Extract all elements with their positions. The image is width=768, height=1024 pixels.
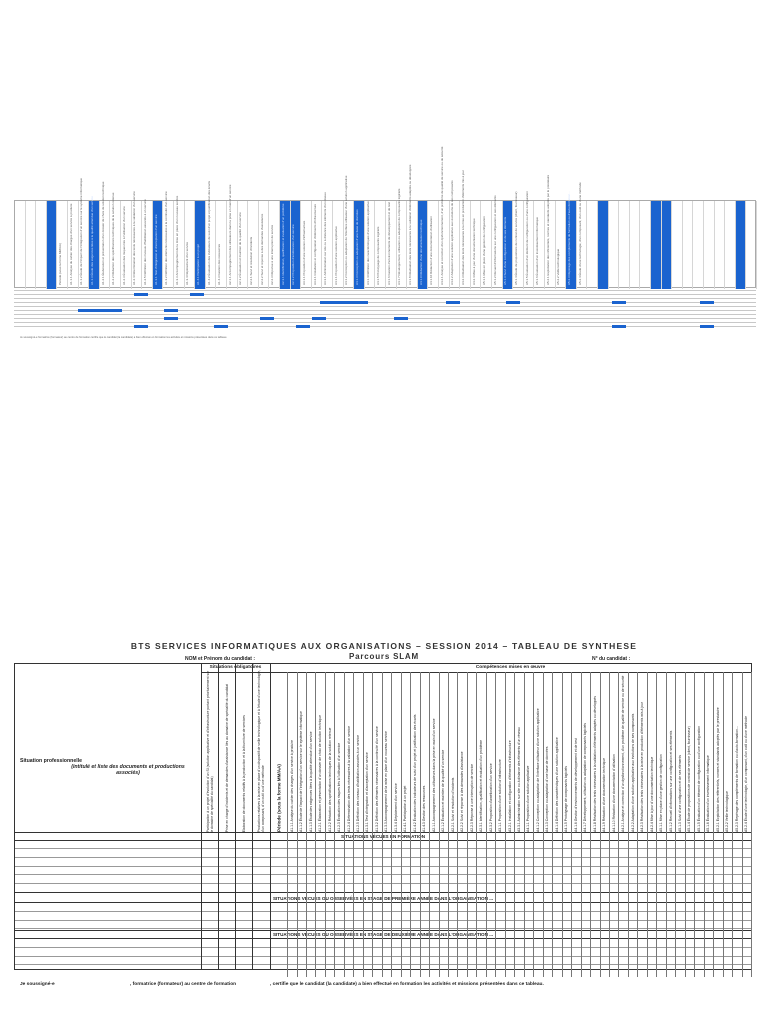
preview-column [174,195,185,289]
candidate-name-label: NOM et Prénom du candidat : [185,656,256,662]
competence-header-text: A4.1.8 Réalisation des tests nécessaires à la validation d'éléments adaptés ou développés [592,696,597,832]
situation-header [235,666,252,832]
competence-header-text: A2.1.2 Évaluation et maintien de la qualité d'un service [441,749,446,832]
preview-column [407,164,418,289]
competence-header [270,668,287,832]
row-line [15,964,751,965]
preview-column [312,201,323,289]
preview-column-text: A5.1.2 Recueil d'informations sur une configuration et ses éléments [492,195,497,285]
preview-column-text: A5.1.4 Étude de propositions de contrat de service (client, fournisseur) [513,191,518,285]
preview-sheet-grid [14,290,756,330]
preview-filled-cell [394,317,408,320]
competence-header [637,674,646,832]
preview-column [524,191,535,289]
situation-header-text: Prise en charge d'incidents et de demandes d'assistance liés au domaine de spécialité du candidat [224,683,229,832]
preview-column-text: A1.4.2 Évaluation des indicateurs de suivi d'un projet et justification des écarts [206,181,211,285]
preview-column [481,201,492,289]
situation-header [218,666,235,832]
band-line [15,892,751,893]
situation-header [252,666,270,832]
competence-header [315,674,324,832]
preview-column-text: A4.1.1 Proposition d'une solution applicative [333,226,338,285]
row-line [15,928,751,929]
column-line [751,672,752,977]
competence-header [325,674,334,832]
competence-header [306,674,315,832]
competence-header-text: A1.2.3 Évaluation des risques liés à l'utilisation d'un service [337,742,342,832]
preview-column [269,201,280,289]
competence-header [685,674,694,832]
competence-header [495,674,504,832]
competence-header [618,674,627,832]
preview-column-text: A1.3.3 Accompagnement de la mise en place d'un nouveau service [174,195,179,285]
preview-column [153,201,164,289]
preview-sheet [14,146,756,342]
preview-column [216,201,227,289]
situation-sub-label: (intitulé et liste des documents et productions associés) [71,764,185,776]
competence-header-text: A1.2.1 Élaboration et présentation d'un dossier de choix de solution technique [318,715,323,832]
preview-column [344,175,355,289]
preview-column [545,174,556,289]
signature-part-2: , formatrice (formateur) au centre de formation [130,982,237,987]
preview-filled-cell [134,325,148,328]
preview-column-text: A3.3.1 Administration sur site ou à distance des éléments d'un réseau [323,192,328,285]
preview-row [14,298,756,301]
header-bottom-line [15,832,751,833]
preview-column [397,188,408,289]
competence-header [457,674,466,832]
preview-row [14,290,756,293]
preview-column [121,201,132,289]
preview-column-text: A5.1.6 Évaluation d'un investissement informatique [535,217,540,285]
preview-filled-cell [164,309,178,312]
competence-header [467,674,476,832]
preview-column-text: A1.2.1 Élaboration et présentation d'un dossier de choix de solution technique [100,181,105,285]
preview-column [322,192,333,289]
competence-header [296,674,305,832]
competence-header-text: A5.1.2 Recueil d'informations sur une configuration et ses éléments [668,730,673,832]
row-line [15,874,751,875]
preview-column-text: A5.2.1 Exploitation des référentiels, normes et standards adoptés par le prestataire [545,174,550,285]
competence-header [382,674,391,832]
row-line [15,911,751,912]
competence-header-text: A1.2.5 Définition des niveaux d'habilitation associés à un service [356,735,361,832]
preview-column-text: A1.2.3 Évaluation des risques liés à l'utilisation d'un service [121,206,126,285]
competence-header-text: A4.2.1 Analyse et correction d'un dysfonctionnement, d'un problème de qualité de service ou de sécurité [621,675,626,832]
competence-header [439,674,448,832]
preview-column [248,201,259,289]
preview-column [566,191,577,289]
competence-header-text: A5.2.1 Exploitation des référentiels, normes et standards adoptés par le prestataire [715,707,720,832]
preview-column-text: A4.2.1 Analyse et correction d'un dysfonctionnement, d'un problème de qualité de service ou de sécurité [439,146,444,285]
competence-header-text: A5.2.3 Repérage des compléments de formation ou d'auto-formation... [734,726,739,832]
preview-column-text: A1.3.2 Définition des éléments nécessaires à la continuité d'un service [164,191,169,285]
competence-header-text: A5.1.3 Suivi d'une configuration et de ses éléments [677,755,682,832]
row-line [15,857,751,858]
row-line [15,920,751,921]
preview-column-text: A1.4.1 Participation à un projet [195,243,200,285]
preview-column [206,181,217,289]
preview-column [640,201,651,289]
preview-row [14,302,756,305]
preview-filled-cell [612,301,626,304]
preview-filled-cell [134,293,148,296]
preview-column [47,201,58,289]
preview-filled-cell [260,317,274,320]
preview-column-text: A2.3.2 Proposition d'amélioration d'un service [291,224,296,285]
competence-header [533,674,542,832]
competence-header-text: A4.2.4 Mise à jour d'une documentation technique [649,756,654,832]
preview-column-text: A2.3.1 Identification, qualification et évaluation d'un problème [280,203,285,285]
preview-column-text: A1.2.2 Rédaction des spécifications techniques de la solution retenue [111,192,116,285]
competence-header-text: A3.3.1 Administration sur site ou à distance des éléments d'un réseau [516,727,521,832]
preview-column-text: A2.1.2 Évaluation et maintien de la qualité d'un service [238,212,243,285]
preview-row [14,314,756,317]
competence-header-text: A4.1.10 Rédaction d'une documentation d'utilisation [611,754,616,832]
preview-column [651,201,662,289]
competence-header [732,674,741,832]
preview-column [100,181,111,289]
preview-filled-cell [190,293,204,296]
preview-column [132,191,143,289]
preview-column-text: A1.1.2 Étude de l'impact de l'intégration d'un service sur le système informatique [79,178,84,285]
preview-column-text: A1.3.4 Déploiement d'un service [185,241,190,285]
competence-header-text: A4.2.3 Réalisation des tests nécessaires à la mise en production d'éléments mis à jour [640,702,645,832]
competence-header [287,674,296,832]
preview-row [14,310,756,313]
preview-column [185,201,196,289]
competence-header-text: A1.1.2 Étude de l'impact de l'intégration d'un service sur le système informatique [299,711,304,832]
competence-header [628,674,637,832]
competence-header-text: Période (sous la forme MM/AA) [276,764,281,832]
preview-column [598,201,609,289]
preview-column [471,201,482,289]
competence-header-text: A4.1.5 Prototypage de composants logiciels [564,766,569,832]
preview-filled-cell [446,301,460,304]
competence-header-text: A5.1.4 Étude de propositions de contrat de service (client, fournisseur) [687,726,692,832]
band-line [15,938,751,939]
preview-row [14,322,756,325]
competence-header-text: A1.4.1 Participation à un projet [403,785,408,832]
competence-header-text: A1.3.2 Définition des éléments nécessaires à la continuité d'un service [374,726,379,832]
competence-header-text: A1.1.3 Étude des exigences liées à la qualité attendue d'un service [308,731,313,832]
preview-column [142,201,153,289]
competence-header [486,674,495,832]
preview-sheet-header [14,146,756,288]
preview-column-text: A5.1.5 Évaluation d'un élément de configuration ou d'une configuration [524,191,529,285]
signature-part-1: Je soussigné-e [20,982,55,987]
competence-header-text: A4.1.1 Proposition d'une solution applicative [526,765,531,832]
page-subtitle: Parcours SLAM [349,652,419,661]
preview-filled-cell [164,317,178,320]
preview-column [386,201,397,289]
competence-header [562,674,571,832]
band-line [15,840,751,841]
competence-header-text: A4.1.4 Définition des caractéristiques d'une solution applicative [554,737,559,832]
preview-column [89,196,100,289]
preview-column [333,201,344,289]
preview-column [534,201,545,289]
preview-column [683,201,694,289]
group-competences-label: Compétences mises en œuvre [475,665,546,670]
competence-header-text: A1.3.3 Accompagnement de la mise en place d'un nouveau service [384,731,389,832]
competence-header-text: A1.2.4 Détermination des tests nécessaires à la validation d'un service [346,725,351,832]
preview-column [354,201,365,289]
competence-header-text: A4.1.9 Rédaction d'une documentation technique [602,758,607,832]
row-line [15,848,751,849]
competence-header [476,674,485,832]
competence-header-text: A5.1.6 Évaluation d'un investissement informatique [706,755,711,832]
competence-header [363,674,372,832]
preview-filled-cell [320,301,368,304]
preview-column-text: A4.1.2 Conception ou adaptation de l'interface utilisateur d'une solution applicative [344,175,349,285]
competence-header-text: A2.2.2 Suivi et réponse à des demandes d'assistance [460,751,465,832]
preview-column-text: A5.1.3 Suivi d'une configuration et de ses éléments [503,216,508,285]
preview-column-text: A5.2.3 Repérage des compléments de formation ou d'auto-formation... [566,191,571,285]
competence-header-text: A4.1.3 Conception ou adaptation d'une base de données [545,746,550,832]
competence-header-text: A1.4.2 Évaluation des indicateurs de suivi d'un projet et justification des écarts [412,714,417,832]
preview-column [26,201,37,289]
preview-column-text: A4.1.10 Rédaction d'une documentation d'utilisation [429,216,434,285]
preview-column-text: A1.1.1 Analyse du cahier des charges d'un service à produire [68,203,73,285]
preview-column [195,201,206,289]
competence-header [505,674,514,832]
competence-header-text: A2.3.2 Proposition d'amélioration d'un service [488,763,493,832]
preview-column-text: A4.1.8 Réalisation des tests nécessaires à la validation d'éléments adaptés ou développés [407,164,412,285]
preview-column [725,201,736,289]
preview-filled-cell [506,301,520,304]
competence-header [334,674,343,832]
situation-label: Situation professionnelle [20,758,82,764]
preview-column [79,178,90,289]
competence-header [599,674,608,832]
competence-header [704,674,713,832]
preview-column-text: A4.2.4 Mise à jour d'une documentation technique [471,218,476,285]
preview-sheet-footer: Je soussigné-e formatrice (formateur) au centre de formation certifie que le candidat (la candidate) a bien effectué en formation les activités et missions présentées dans ce tableau. [20,336,227,339]
preview-filled-cell [700,325,714,328]
competence-header [713,674,722,832]
preview-column [630,201,641,289]
preview-column-text: A4.1.6 Gestion d'environnements de développement et de test [386,202,391,285]
competence-header [410,674,419,832]
competence-header [694,674,703,832]
competence-header-text: A1.2.2 Rédaction des spécifications techniques de la solution retenue [327,727,332,832]
competence-header [543,674,552,832]
competence-header-text: A3.1.1 Proposition d'une solution d'infrastructure [498,759,503,832]
preview-column [746,201,757,289]
competence-header-text: A4.1.7 Développement, utilisation ou adaptation de composants logiciels [583,723,588,832]
competence-header [675,674,684,832]
competence-header [401,674,410,832]
competence-header [609,674,618,832]
competence-header [742,674,751,832]
situation-header-text: Elaboration de documents relatifs à la production et à la fourniture de services [241,714,246,832]
page-title: BTS SERVICES INFORMATIQUES AUX ORGANISATIONS – SESSION 2014 – TABLEAU DE SYNTHESE [130,641,638,651]
preview-column [68,201,79,289]
preview-column-text: A1.1.3 Étude des exigences liées à la qualité attendue d'un service [89,196,94,285]
preview-column [57,201,68,289]
band-stage-1: SITUATIONS VÉCUES OU OBSERVÉES EN STAGE DE PREMIÈRE ANNÉE DANS L'ORGANISATION ... [272,896,494,901]
competence-header-text: A1.1.1 Analyse du cahier des charges d'un service à produire [289,739,294,832]
band-line [15,902,751,903]
preview-filled-cell [700,301,714,304]
preview-filled-cell [612,325,626,328]
candidate-number-label: N° du candidat : [592,656,631,662]
situation-header-text: Participation à un projet d'évolution d'un SI (solution applicative et d'infrastructure portant prioritairement sur le domaine de spécialité du candidat) [205,670,214,832]
preview-column-text: A4.1.7 Développement, utilisation ou adaptation de composants logiciels [397,188,402,285]
preview-column [492,195,503,289]
preview-column [291,201,302,289]
competence-header-text: A4.1.6 Gestion d'environnements de développement et de test [573,738,578,832]
competence-header [420,674,429,832]
competence-header-text: A2.1.1 Accompagnement des utilisateurs dans la prise en main d'un service [431,718,436,832]
preview-column-text: A3.2.1 Installation et configuration d'éléments d'infrastructure [312,203,317,285]
preview-column [693,201,704,289]
preview-column-text: A2.2.2 Suivi et réponse à des demandes d'assistance [259,213,264,285]
preview-column-text: A4.1.5 Prototypage de composants logiciels [376,226,381,285]
preview-column [301,201,312,289]
preview-column [280,201,291,289]
preview-column-text: A1.2.5 Définition des niveaux d'habilitation associés à un service [142,199,147,285]
preview-column [715,201,726,289]
preview-column [428,201,439,289]
competence-header-text: A4.1.2 Conception ou adaptation de l'interface utilisateur d'une solution applicative [535,708,540,832]
competence-header [391,674,400,832]
competence-header [647,674,656,832]
preview-filled-cell [296,325,310,328]
competence-header-text: A2.2.1 Suivi et résolution d'incidents [450,777,455,832]
preview-column [110,192,121,289]
preview-column [736,201,747,289]
preview-filled-cell [214,325,228,328]
preview-column [577,182,588,289]
preview-column [619,201,630,289]
preview-column [365,201,376,289]
preview-column [375,201,386,289]
preview-column [503,201,514,289]
preview-column-text: A4.2.2 Adaptation d'une solution applicative aux évolutions de ses composants [450,180,455,285]
band-line [15,930,751,931]
preview-column-text: A2.1.1 Accompagnement des utilisateurs dans la prise en main d'un service [227,184,232,285]
preview-column-text: A2.2.3 Réponse à une interruption de service [270,224,275,285]
preview-column-text: A4.1.3 Conception ou adaptation d'une base de données [354,209,359,285]
preview-column [460,170,471,289]
situation-header [201,666,218,832]
competence-header [656,674,665,832]
competence-header [723,674,732,832]
competence-header-text: A4.2.2 Adaptation d'une solution applicative aux évolutions de ses composants [630,713,635,832]
preview-column-text: A3.1.1 Proposition d'une solution d'infrastructure [301,220,306,285]
competence-header-text: A1.3.4 Déploiement d'un service [393,783,398,832]
competence-header [552,674,561,832]
competence-header-text: A2.2.3 Réponse à une interruption de service [469,763,474,832]
competence-header-text: A5.2.2 Veille technologique [725,791,730,832]
preview-column-text: A5.2.2 Veille technologique [556,248,561,285]
group-situations-label: Situations obligatoires [209,665,262,670]
preview-filled-cell [312,317,326,320]
row-line [15,947,751,948]
preview-column [450,180,461,289]
preview-column-text: A5.2.4 Étude d'une technologie, d'un composant, d'un outil ou d'une méthode [577,182,582,285]
competence-header [429,674,438,832]
preview-column-text: A1.4.3 Gestion des ressources [217,243,222,285]
preview-column [259,201,270,289]
preview-column [587,201,598,289]
competence-header [353,674,362,832]
preview-column [609,201,620,289]
preview-column [238,201,249,289]
preview-column [163,191,174,289]
preview-column-text: A4.2.3 Réalisation des tests nécessaires à la mise en production d'éléments mis à jour [460,170,465,285]
preview-column [672,201,683,289]
preview-column [556,201,567,289]
competence-header-text: A2.3.1 Identification, qualification et évaluation d'un problème [479,739,484,832]
competence-header [581,674,590,832]
preview-row [14,294,756,297]
preview-column [227,184,238,289]
row-line [15,956,751,957]
competence-header-text: A5.1.1 Mise en place d'une gestion de configuration [659,754,664,832]
signature-part-3: , certifie que le candidat (la candidate) a bien effectué en formation les activités et missions présentées dans ce tableau. [270,982,544,987]
preview-column-text: A1.2.4 Détermination des tests nécessaires à la validation d'un service [132,191,137,285]
competence-header [590,674,599,832]
preview-column [662,201,673,289]
competence-header [571,674,580,832]
competence-header-text: A5.2.4 Étude d'une technologie, d'un composant, d'un outil ou d'une méthode [744,715,749,832]
preview-filled-cell [78,309,122,312]
preview-column-text: A2.2.1 Suivi et résolution d'incidents [248,236,253,285]
competence-header [524,674,533,832]
competence-header [372,674,381,832]
synthesis-table [14,663,752,970]
competence-header [514,674,523,832]
preview-column-text: A4.1.4 Définition des caractéristiques d'une solution applicative [365,201,370,285]
row-line [15,883,751,884]
competence-header [448,674,457,832]
preview-column-text: A4.1.9 Rédaction d'une documentation technique [418,219,423,285]
situation-header-text: Productions relatives à la mise en place d'un dispositif de veille technologique et à l'étude d'une technologie, d'un composant, d'un outil ou d'une méthode [256,669,265,832]
preview-row [14,326,756,329]
competence-header-text: A1.4.3 Gestion des ressources [422,785,427,832]
preview-column [704,201,715,289]
preview-column-text: A5.1.1 Mise en place d'une gestion de configuration [482,216,487,285]
preview-column [36,201,47,289]
preview-row [14,306,756,309]
band-stage-2: SITUATIONS VÉCUES OU OBSERVÉES EN STAGE DE DEUXIÈME ANNÉE DANS L'ORGANISATION ... [272,932,494,937]
preview-column [418,201,429,289]
competence-header-text: A5.1.5 Évaluation d'un élément de configuration ou d'une configuration [696,725,701,832]
row-line [15,866,751,867]
preview-column-text: A1.3.1 Test d'intégration et d'acceptation d'un service [153,214,158,285]
preview-column [15,201,26,289]
preview-column [439,146,450,289]
competence-header [666,674,675,832]
competence-header-text: A3.2.1 Installation et configuration d'éléments d'infrastructure [507,740,512,832]
competence-header-text: A1.3.1 Test d'intégration et d'acceptation d'un service [365,752,370,832]
band-formation: SITUATIONS VÉCUES EN FORMATION [340,834,426,839]
preview-column-text: Période (sous la forme MM/AA) [58,243,63,285]
competence-header [344,674,353,832]
preview-row [14,318,756,321]
preview-column [513,191,524,289]
